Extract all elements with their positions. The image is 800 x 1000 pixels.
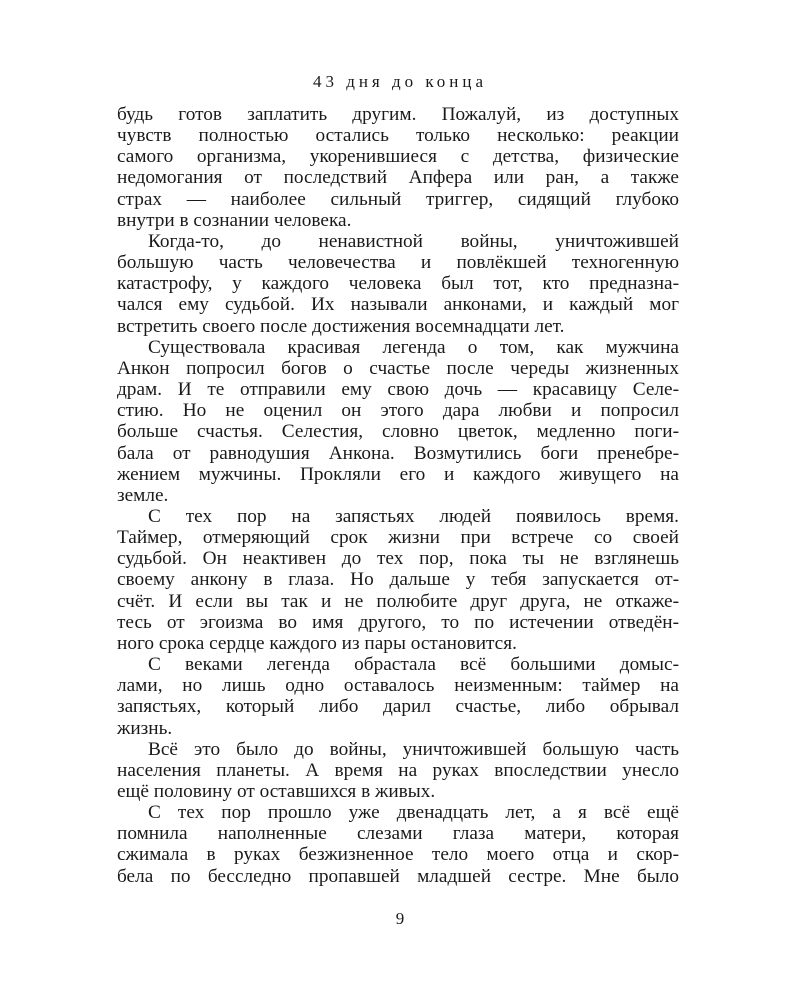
page-body	[117, 104, 679, 887]
paragraph	[117, 506, 679, 654]
text-line: страх — наиболее сильный триггер, сидящий глубоко	[117, 188, 679, 210]
text-line: жением мужчины. Прокляли его и каждого живущего на	[117, 463, 679, 485]
text-line: чался ему судьбой. Их называли анконами, и каждый мог	[117, 294, 679, 316]
text-line: населения планеты. А время на руках впоследствии унесло	[117, 759, 679, 781]
text-line: запястьях, который либо дарил счастье, либо обрывал	[117, 696, 679, 718]
text-line: С тех пор на запястьях людей появилось время.	[148, 505, 679, 527]
text-line: Существовала красивая легенда о том, как мужчина	[148, 336, 679, 358]
paragraph	[117, 802, 679, 887]
page-number: 9	[395, 909, 405, 928]
text-line: С веками легенда обрастала всё большими домыс-	[148, 654, 679, 676]
text-line: С тех пор прошло уже двенадцать лет, а я всё ещё	[148, 802, 679, 824]
text-line: драм. И те отправили ему свою дочь — красавицу Селе-	[117, 379, 679, 401]
running-head: 43 дня до конца	[312, 72, 488, 91]
text-line: Когда-то, до ненавистной войны, уничтожившей	[148, 230, 679, 252]
paragraph	[117, 231, 679, 337]
text-line: большую часть человечества и повлёкшей техногенную	[117, 252, 679, 274]
text-line: сжимала в руках безжизненное тело моего отца и скор-	[117, 844, 679, 866]
text-line: Анкон попросил богов о счастье после череды жизненных	[117, 357, 679, 379]
text-line: будь готов заплатить другим. Пожалуй, из доступных	[117, 104, 679, 125]
text-line: встретить своего после достижения восемнадцати лет.	[117, 315, 565, 337]
text-line: недомогания от последствий Апфера или ран, а также	[117, 167, 679, 189]
paragraph	[117, 104, 679, 231]
text-line: своему анкону в глаза. Но дальше у тебя запускается от-	[117, 569, 679, 591]
text-line: помнила наполненные слезами глаза матери, которая	[117, 823, 679, 845]
text-line: ещё половину от оставшихся в живых.	[117, 781, 436, 802]
text-line: чувств полностью остались только несколько: реакции	[117, 125, 679, 147]
text-line: стию. Но не оценил он этого дара любви и попросил	[117, 400, 679, 422]
text-line: больше счастья. Селестия, словно цветок, медленно поги-	[117, 421, 679, 443]
paragraph	[117, 337, 679, 506]
text-line: тесь от эгоизма во имя другого, то по истечении отведён-	[117, 611, 679, 633]
text-line: внутри в сознании человека.	[117, 209, 352, 231]
text-line: самого организма, укоренившиеся с детства, физические	[117, 146, 679, 168]
text-line: жизнь.	[117, 717, 173, 739]
text-line: Таймер, отмеряющий срок жизни при встрече со своей	[117, 527, 679, 549]
text-line: катастрофу, у каждого человека был тот, кто предназна-	[117, 273, 679, 295]
paragraph	[117, 739, 679, 802]
text-line: земле.	[117, 484, 169, 506]
paragraph	[117, 654, 679, 739]
text-line: счёт. И если вы так и не полюбите друг друга, не откаже-	[117, 590, 679, 612]
text-line: Всё это было до войны, уничтожившей большую часть	[148, 738, 679, 760]
text-line: бала от равнодушия Анкона. Возмутились боги пренебре-	[117, 442, 679, 464]
text-line: бела по бесследно пропавшей младшей сестре. Мне было	[117, 865, 679, 887]
text-line: ного срока сердце каждого из пары остановится.	[117, 632, 517, 654]
text-line: лами, но лишь одно оставалось неизменным: таймер на	[117, 675, 679, 697]
text-line: судьбой. Он неактивен до тех пор, пока ты не взглянешь	[117, 548, 679, 570]
